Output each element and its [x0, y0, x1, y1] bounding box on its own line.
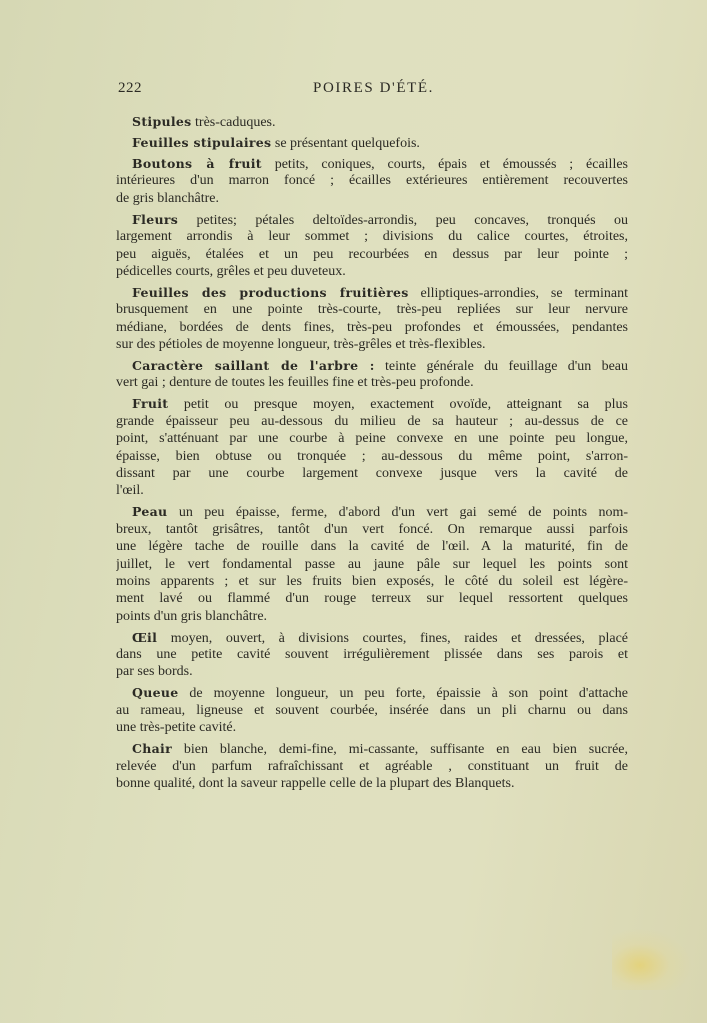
text-line: [116, 263, 628, 280]
line-text: de moyenne longueur, un peu forte, épaissie à son point d'attache: [189, 686, 628, 702]
text-line: [116, 301, 628, 318]
text-line: [116, 556, 628, 573]
line-text: un peu épaisse, ferme, d'abord d'un vert gai semé de points nom-: [178, 505, 628, 521]
line-text: sur des pétioles de moyenne longueur, très-grêles et très-flexibles.: [116, 337, 486, 353]
text-line: [116, 482, 628, 499]
paragraph-lead-term: Fleurs: [132, 211, 179, 227]
page-stain: [612, 928, 692, 990]
page-number: 222: [118, 80, 142, 96]
line-text: bonne qualité, dont la saveur rappelle celle de la plupart des Blanquets.: [116, 776, 515, 791]
line-text: très-caduques.: [195, 115, 276, 130]
text-line: [116, 503, 628, 520]
page-body: [116, 113, 628, 796]
paragraph: [116, 503, 628, 625]
line-text: largement arrondis à leur sommet ; divisions du calice courtes, étroites,: [116, 229, 628, 245]
line-text: une très-petite cavité.: [116, 720, 237, 736]
line-text: juillet, le vert fondamental passe au jaune pâle sur lequel les points sont: [116, 556, 628, 572]
paragraph: [116, 684, 628, 736]
paragraph: [116, 155, 628, 207]
text-line: [116, 775, 628, 792]
paragraph: [116, 284, 628, 354]
paragraph-lead-term: Boutons à fruit: [132, 155, 262, 171]
paragraph-lead-term: Peau: [132, 504, 168, 520]
line-text: dans une petite cavité souvent irrégulièrement plissée dans ses parois et: [116, 647, 628, 663]
text-line: [116, 211, 628, 228]
paragraph: [116, 113, 628, 130]
text-line: [116, 228, 628, 245]
line-text: elliptiques-arrondies, se terminant: [420, 285, 628, 301]
text-line: [116, 521, 628, 538]
paragraph-lead-term: Feuilles stipulaires: [132, 134, 272, 150]
text-line: [116, 190, 628, 207]
line-text: pédicelles courts, grêles et peu duveteux.: [116, 263, 346, 279]
text-line: [116, 465, 628, 482]
text-line: [116, 608, 628, 625]
line-text: peu aiguës, étalées et un peu recourbées en dessus par leur pointe ;: [116, 246, 628, 262]
text-line: [116, 134, 628, 151]
paragraph: [116, 395, 628, 499]
text-line: [116, 172, 628, 189]
text-line: [116, 336, 628, 353]
paragraph: [116, 740, 628, 792]
paragraph: [116, 357, 628, 392]
text-line: [116, 448, 628, 465]
line-text: petit ou presque moyen, exactement ovoïde, atteignant sa plus: [183, 397, 628, 413]
text-line: [116, 395, 628, 412]
line-text: ment lavé ou flammé d'un rouge terreux sur lequel ressortent quelques: [116, 591, 628, 607]
text-line: [116, 590, 628, 607]
text-line: [116, 113, 628, 130]
line-text: petites; pétales deltoïdes-arrondis, peu concaves, tronqués ou: [196, 212, 628, 228]
line-text: intérieures d'un marron foncé ; écailles extérieures entièrement recouvertes: [116, 173, 628, 189]
text-line: [116, 538, 628, 555]
line-text: médiane, bordées de dents fines, très-peu profondes et émoussées, pendantes: [116, 319, 628, 335]
line-text: breux, tantôt grisâtres, tantôt d'un vert foncé. On remarque aussi parfois: [116, 521, 628, 537]
paragraph-lead-term: Feuilles des productions fruitières: [132, 284, 409, 300]
paragraph-lead-term: Stipules: [132, 114, 192, 129]
paragraph-lead-term: Œil: [132, 629, 158, 645]
line-text: une légère tache de rouille dans la cavité de l'œil. A la maturité, fin de: [116, 539, 628, 555]
paragraph: [116, 629, 628, 681]
line-text: de gris blanchâtre.: [116, 190, 220, 206]
line-text: teinte générale du feuillage d'un beau: [385, 359, 628, 375]
text-line: [116, 155, 628, 172]
paragraph-lead-term: Fruit: [132, 396, 169, 412]
line-text: au rameau, ligneuse et souvent courbée, insérée dans un pli charnu ou dans: [116, 702, 628, 718]
line-text: bien blanche, demi-fine, mi-cassante, suffisante en eau bien sucrée,: [183, 742, 628, 758]
text-line: [116, 319, 628, 336]
line-text: points d'un gris blanchâtre.: [116, 608, 268, 624]
text-line: [116, 646, 628, 663]
line-text: épaisse, bien obtuse ou tronquée ; au-dessous du même point, s'arron-: [116, 448, 628, 464]
text-line: [116, 374, 628, 391]
text-line: [116, 740, 628, 757]
paragraph-lead-term: Queue: [132, 685, 179, 701]
running-title: POIRES D'ÉTÉ.: [313, 80, 435, 96]
text-line: [116, 573, 628, 590]
paragraph: [116, 211, 628, 281]
line-text: dissant par une courbe largement convexe jusque vers la cavité de: [116, 465, 628, 481]
running-header: [118, 80, 626, 100]
text-line: [116, 246, 628, 263]
text-line: [116, 413, 628, 430]
text-line: [116, 430, 628, 447]
text-line: [116, 719, 628, 736]
line-text: l'œil.: [116, 483, 144, 499]
line-text: relevée d'un parfum rafraîchissant et agréable , constituant un fruit de: [116, 758, 628, 774]
line-text: brusquement en une pointe très-courte, très-peu repliées sur leur nervure: [116, 302, 628, 318]
line-text: moyen, ouvert, à divisions courtes, fines, raides et dressées, placé: [170, 630, 628, 646]
text-line: [116, 663, 628, 680]
text-line: [116, 684, 628, 701]
line-text: vert gai ; denture de toutes les feuilles fine et très-peu profonde.: [116, 375, 474, 391]
text-line: [116, 702, 628, 719]
paragraph: [116, 134, 628, 151]
line-text: point, s'atténuant par une courbe à peine convexe en une pointe peu longue,: [116, 431, 628, 447]
line-text: grande épaisseur peu au-dessous du milieu de sa hauteur ; au-dessus de ce: [116, 413, 628, 429]
line-text: petits, coniques, courts, épais et émoussés ; écailles: [274, 156, 628, 172]
line-text: se présentant quelquefois.: [274, 135, 420, 151]
text-line: [116, 357, 628, 374]
text-line: [116, 758, 628, 775]
paragraph-lead-term: Caractère saillant de l'arbre :: [132, 358, 375, 374]
text-line: [116, 284, 628, 301]
paragraph-lead-term: Chair: [132, 741, 172, 757]
text-line: [116, 629, 628, 646]
line-text: moins apparents ; et sur les fruits bien exposés, le côté du soleil est légère-: [116, 573, 628, 589]
line-text: par ses bords.: [116, 664, 193, 680]
